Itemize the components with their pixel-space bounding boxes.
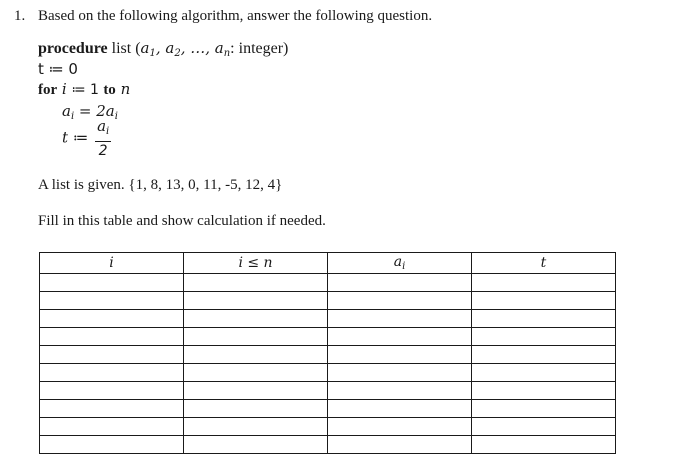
param-an-base: , …, a <box>180 39 224 57</box>
question-number: 1. <box>14 8 26 24</box>
table-row <box>40 400 616 418</box>
table-cell[interactable] <box>40 364 184 382</box>
table-cell[interactable] <box>40 328 184 346</box>
table-row <box>40 346 616 364</box>
table-cell[interactable] <box>472 328 616 346</box>
t-fraction <box>95 118 111 159</box>
table-cell[interactable] <box>328 274 472 292</box>
table-cell[interactable] <box>184 274 328 292</box>
param-type: : integer) <box>230 40 289 57</box>
ai-lhs: a <box>62 102 71 120</box>
for-assign: ≔ 1 <box>71 82 104 98</box>
table-cell[interactable] <box>472 382 616 400</box>
answer-table <box>39 252 616 454</box>
table-cell[interactable] <box>328 382 472 400</box>
t-numerator-sub: i <box>106 126 110 137</box>
table-cell[interactable] <box>40 346 184 364</box>
table-row <box>40 310 616 328</box>
question-prompt: Based on the following algorithm, answer the following question. <box>38 8 433 24</box>
param-a1-sub: 1 <box>149 48 156 59</box>
for-keyword: for <box>38 82 58 98</box>
table-cell[interactable] <box>328 436 472 454</box>
param-a2-sub: 2 <box>174 48 181 59</box>
answer-table-body <box>40 274 616 454</box>
table-cell[interactable] <box>184 346 328 364</box>
table-cell[interactable] <box>472 436 616 454</box>
table-cell[interactable] <box>472 418 616 436</box>
for-statement <box>38 80 130 99</box>
table-cell[interactable] <box>184 364 328 382</box>
table-row <box>40 364 616 382</box>
header-ai-base: a <box>393 254 403 270</box>
table-row <box>40 328 616 346</box>
for-var: i <box>57 80 72 98</box>
param-a2-base: , a <box>155 39 175 57</box>
table-cell[interactable] <box>40 382 184 400</box>
header-ai-sub: i <box>402 261 406 272</box>
t-fraction-denominator: 2 <box>98 143 108 159</box>
table-row <box>40 382 616 400</box>
table-cell[interactable] <box>328 292 472 310</box>
header-ai <box>328 253 472 274</box>
ai-rhs-sub: i <box>114 111 118 122</box>
t-fraction-numerator <box>95 118 111 142</box>
table-row <box>40 436 616 454</box>
param-a1 <box>141 39 156 57</box>
t-numerator-base: a <box>97 117 107 135</box>
table-cell[interactable] <box>40 274 184 292</box>
procedure-name: list ( <box>107 40 141 57</box>
table-row <box>40 292 616 310</box>
table-cell[interactable] <box>328 364 472 382</box>
given-list: A list is given. {1, 8, 13, 0, 11, -5, 12, 4} <box>38 177 283 193</box>
param-a2 <box>156 39 181 57</box>
table-cell[interactable] <box>328 328 472 346</box>
table-cell[interactable] <box>328 310 472 328</box>
table-cell[interactable] <box>472 310 616 328</box>
header-i-le-n: i ≤ n <box>184 253 328 274</box>
t-lhs: t ≔ <box>62 128 94 147</box>
table-cell[interactable] <box>472 292 616 310</box>
t-assignment <box>62 118 111 159</box>
table-cell[interactable] <box>328 400 472 418</box>
for-end: n <box>115 80 131 98</box>
ai-lhs-sub: i <box>70 111 75 122</box>
init-statement: t ≔ 0 <box>38 60 78 78</box>
table-cell[interactable] <box>472 346 616 364</box>
header-i: i <box>40 253 184 274</box>
ai-rhs: = 2a <box>74 102 115 120</box>
table-cell[interactable] <box>184 310 328 328</box>
table-cell[interactable] <box>472 400 616 418</box>
answer-table-header <box>40 253 616 274</box>
param-an-sub: n <box>223 48 231 59</box>
table-row <box>40 274 616 292</box>
table-cell[interactable] <box>184 418 328 436</box>
table-cell[interactable] <box>40 418 184 436</box>
table-cell[interactable] <box>472 364 616 382</box>
instruction: Fill in this table and show calculation if needed. <box>38 213 326 229</box>
table-cell[interactable] <box>40 292 184 310</box>
param-an <box>181 39 230 57</box>
table-row <box>40 418 616 436</box>
procedure-keyword: procedure <box>38 40 108 57</box>
for-to-keyword: to <box>103 82 116 98</box>
table-cell[interactable] <box>328 346 472 364</box>
procedure-line <box>38 39 288 59</box>
table-cell[interactable] <box>184 382 328 400</box>
table-cell[interactable] <box>184 292 328 310</box>
table-cell[interactable] <box>184 400 328 418</box>
table-cell[interactable] <box>40 436 184 454</box>
table-cell[interactable] <box>40 310 184 328</box>
table-cell[interactable] <box>472 274 616 292</box>
table-cell[interactable] <box>184 328 328 346</box>
table-cell[interactable] <box>184 436 328 454</box>
header-t: t <box>472 253 616 274</box>
param-a1-base: a <box>140 39 150 57</box>
table-cell[interactable] <box>328 418 472 436</box>
table-cell[interactable] <box>40 400 184 418</box>
